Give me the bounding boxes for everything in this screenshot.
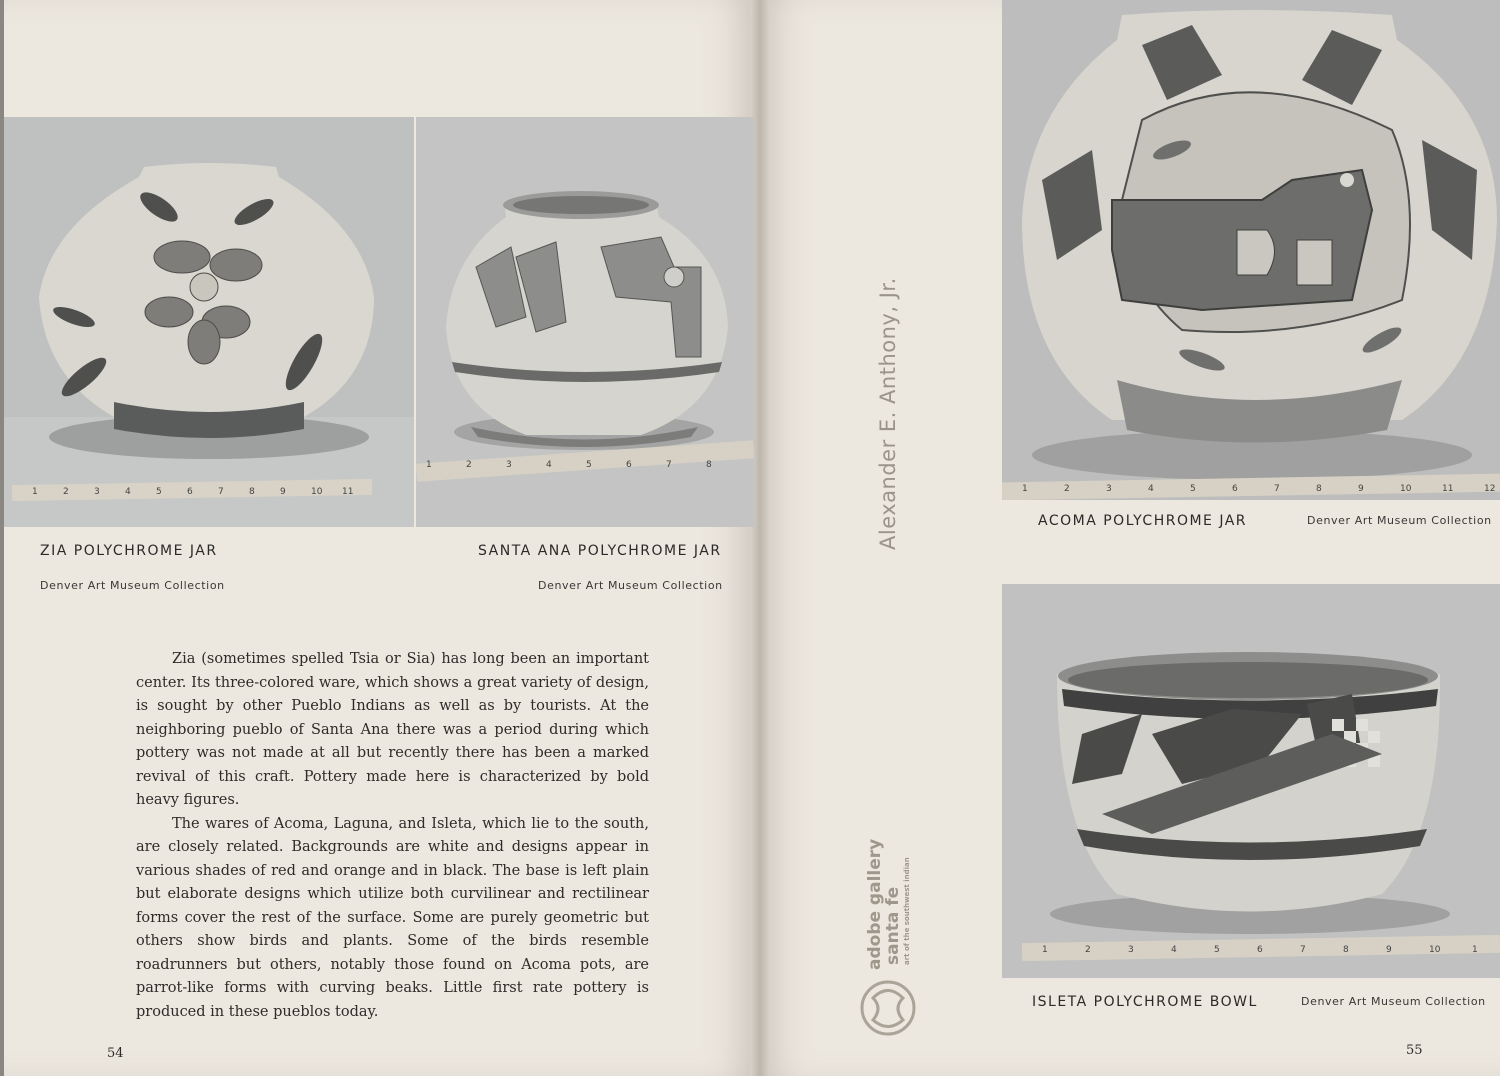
ruler-number: 7 [666,460,672,470]
gallery-watermark [858,820,928,1050]
ruler-number: 7 [1300,945,1306,955]
ruler-number: 9 [1386,945,1392,955]
ruler-number: 4 [125,487,131,497]
ruler-number: 5 [1190,484,1196,494]
ruler-number: 9 [1358,484,1364,494]
isleta-caption-credit: Denver Art Museum Collection [1301,995,1486,1008]
paragraph: Zia (sometimes spelled Tsia or Sia) has long been an important center. Its three-colored ware, which shows a great variety of design, is sought by other Pueblo Indians as well as by tourists. At the neighboring pueblo of Santa Ana there was a period during which pottery was not made at all but recently there has been a marked revival of this craft. Pottery made here is characterized by bold heavy figures. [136,651,649,808]
ruler-number: 5 [1214,945,1220,955]
ruler-number: 8 [706,460,712,470]
ruler-number: 10 [311,487,323,497]
body-text [136,648,649,1024]
ruler-number: 8 [1316,484,1322,494]
acoma-jar-photo [1002,0,1500,500]
ruler-number: 4 [1148,484,1154,494]
ruler-number: 2 [63,487,69,497]
ruler-number: 1 [1022,484,1028,494]
ruler-number: 3 [94,487,100,497]
ruler-number: 9 [280,487,286,497]
paragraph: The wares of Acoma, Laguna, and Isleta, which lie to the south, are closely related. Backgrounds are white and designs appear in various shades of red and orange and in black. The base is left plain but elaborate designs which utilize both curvilinear and rectilinear forms cover the rest of the surface. Some are purely geometric but others show birds and plants. Some of the birds resemble roadrunners but others, notably those found on Acoma pots, are parrot-like forms with curving beaks. Little first rate pottery is produced in these pueblos today. [136,815,649,1020]
page-number-left: 54 [107,1046,124,1061]
gallery-logo-icon [862,982,914,1034]
ruler-number: 5 [156,487,162,497]
ruler-number: 1 [32,487,38,497]
ruler-number: 11 [342,487,354,497]
ruler-number: 4 [1171,945,1177,955]
acoma-caption-title: ACOMA POLYCHROME JAR [1038,513,1248,529]
page-number-right: 55 [1406,1043,1423,1058]
ruler-number: 3 [506,460,512,470]
santa-ana-caption-title: SANTA ANA POLYCHROME JAR [478,543,722,559]
zia-caption-credit: Denver Art Museum Collection [40,579,225,592]
ruler-number: 3 [1106,484,1112,494]
isleta-caption-title: ISLETA POLYCHROME BOWL [1032,994,1258,1010]
acoma-caption-credit: Denver Art Museum Collection [1307,514,1492,527]
ruler-number: 6 [1257,945,1263,955]
ruler-number: 2 [1085,945,1091,955]
ruler-number: 7 [1274,484,1280,494]
ruler-number: 1 [1042,945,1048,955]
ruler-number: 11 [1442,484,1454,494]
ruler-number: 2 [1064,484,1070,494]
ruler-number: 3 [1128,945,1134,955]
ruler-number: 5 [586,460,592,470]
ruler-number: 7 [218,487,224,497]
ruler-number: 12 [1484,484,1496,494]
zia-jar-photo [4,117,414,527]
ruler-number: 4 [546,460,552,470]
ruler-number: 6 [626,460,632,470]
gallery-tagline: art of the southwest indian [903,857,911,965]
gallery-name: adobe gallery [865,838,885,970]
author-watermark: Alexander E. Anthony, Jr. [876,277,900,550]
ruler-number: 1 [426,460,432,470]
ruler-number: 6 [187,487,193,497]
gallery-city: santa fe [883,886,903,965]
ruler-number: 8 [1343,945,1349,955]
santa-ana-jar-photo [416,117,754,527]
zia-caption-title: ZIA POLYCHROME JAR [40,543,218,559]
ruler-number: 2 [466,460,472,470]
ruler-number: 1 [1472,945,1478,955]
ruler-number: 6 [1232,484,1238,494]
ruler-number: 8 [249,487,255,497]
isleta-bowl-photo [1002,584,1500,978]
santa-ana-caption-credit: Denver Art Museum Collection [538,579,723,592]
ruler-number: 10 [1429,945,1441,955]
ruler-number: 10 [1400,484,1412,494]
